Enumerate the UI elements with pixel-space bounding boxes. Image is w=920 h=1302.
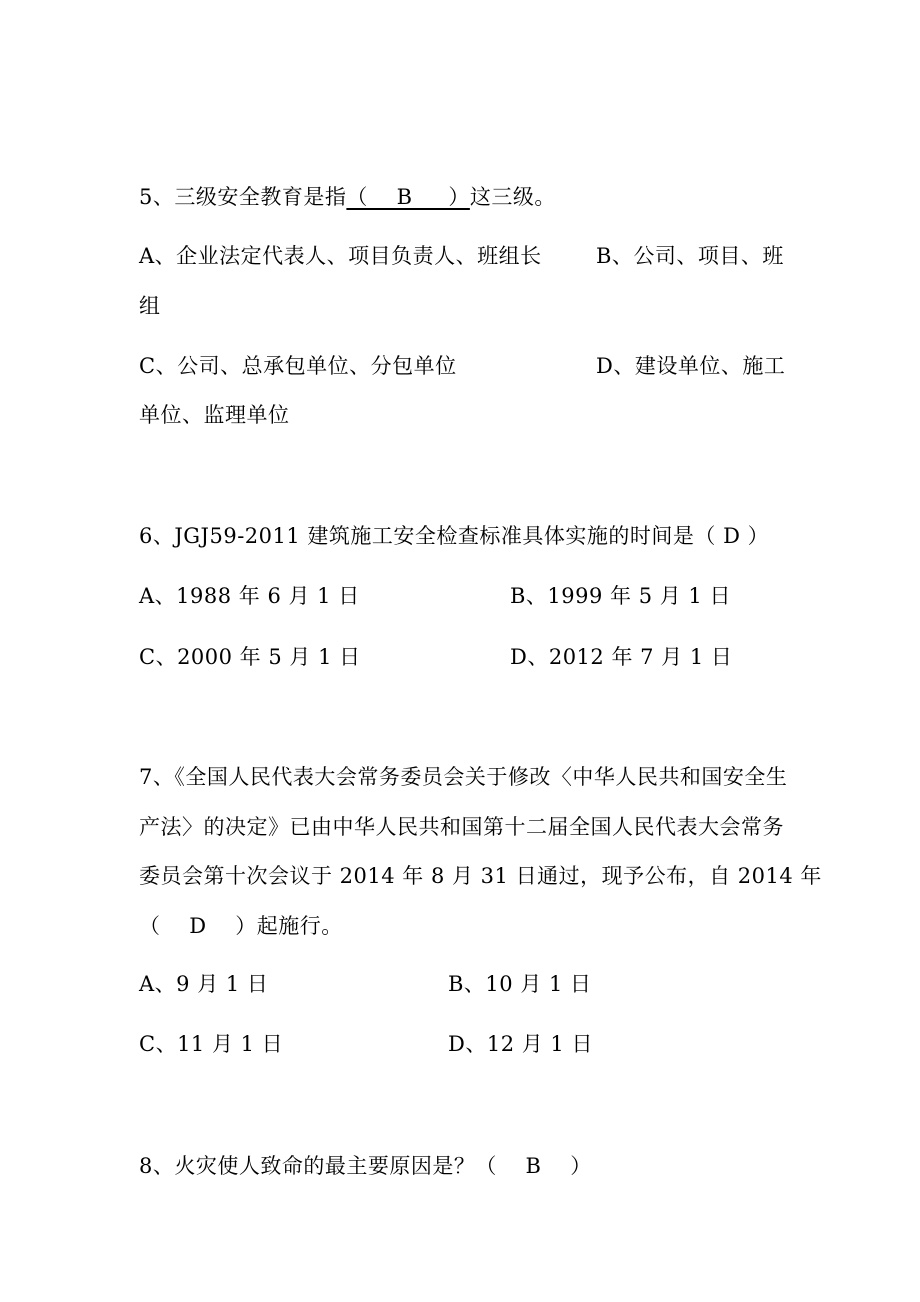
- question-7-options-row-1: [139, 970, 779, 998]
- question-7-stem-line-1: 7、《全国人民代表大会常务委员会关于修改〈中华人民共和国安全生: [139, 765, 788, 789]
- question-6-option-b: B、1999 年 5 月 1 日: [510, 584, 731, 608]
- question-7-stem-line-4: （ D ）起施行。: [139, 914, 343, 938]
- question-5-option-c: C、公司、总承包单位、分包单位: [139, 354, 457, 378]
- question-6-options-row-1: [139, 582, 779, 610]
- question-7-options-row-2: [139, 1030, 779, 1058]
- question-5-options-row-2: [139, 352, 786, 380]
- question-5-stem-post: 这三级。: [469, 185, 556, 209]
- question-5-stem-pre: 5、三级安全教育是指: [139, 185, 347, 209]
- question-7-stem-line-2: 产法〉的决定》已由中华人民共和国第十二届全国人民代表大会常务: [139, 815, 784, 839]
- question-6-option-c: C、2000 年 5 月 1 日: [139, 645, 361, 669]
- question-5-option-b-continued: 组: [139, 294, 161, 318]
- question-8-stem: 8、火灾使人致命的最主要原因是？（ B ）: [139, 1154, 592, 1178]
- question-5-option-b: B、公司、项目、班: [596, 244, 784, 268]
- question-5-options-row-1: [139, 242, 784, 270]
- question-6-option-a: A、1988 年 6 月 1 日: [139, 584, 360, 608]
- question-6-options-row-2: [139, 643, 779, 671]
- question-7-option-c: C、11 月 1 日: [139, 1032, 284, 1056]
- question-6-option-d: D、2012 年 7 月 1 日: [510, 645, 733, 669]
- question-5-option-d: D、建设单位、施工: [596, 354, 786, 378]
- question-5-answer-blank: （ B ）: [346, 185, 470, 209]
- question-5-option-d-continued: 单位、监理单位: [139, 403, 290, 427]
- question-7-stem-line-3: 委员会第十次会议于 2014 年 8 月 31 日通过，现予公布，自 2014 年: [139, 864, 822, 888]
- question-7-option-a: A、9 月 1 日: [139, 972, 269, 996]
- question-7-option-b: B、10 月 1 日: [448, 972, 592, 996]
- question-5-option-a: A、企业法定代表人、项目负责人、班组长: [139, 244, 542, 268]
- question-7-option-d: D、12 月 1 日: [448, 1032, 593, 1056]
- question-5-stem: [139, 183, 556, 211]
- question-6-stem: 6、JGJ59-2011 建筑施工安全检查标准具体实施的时间是（ D ）: [139, 524, 770, 548]
